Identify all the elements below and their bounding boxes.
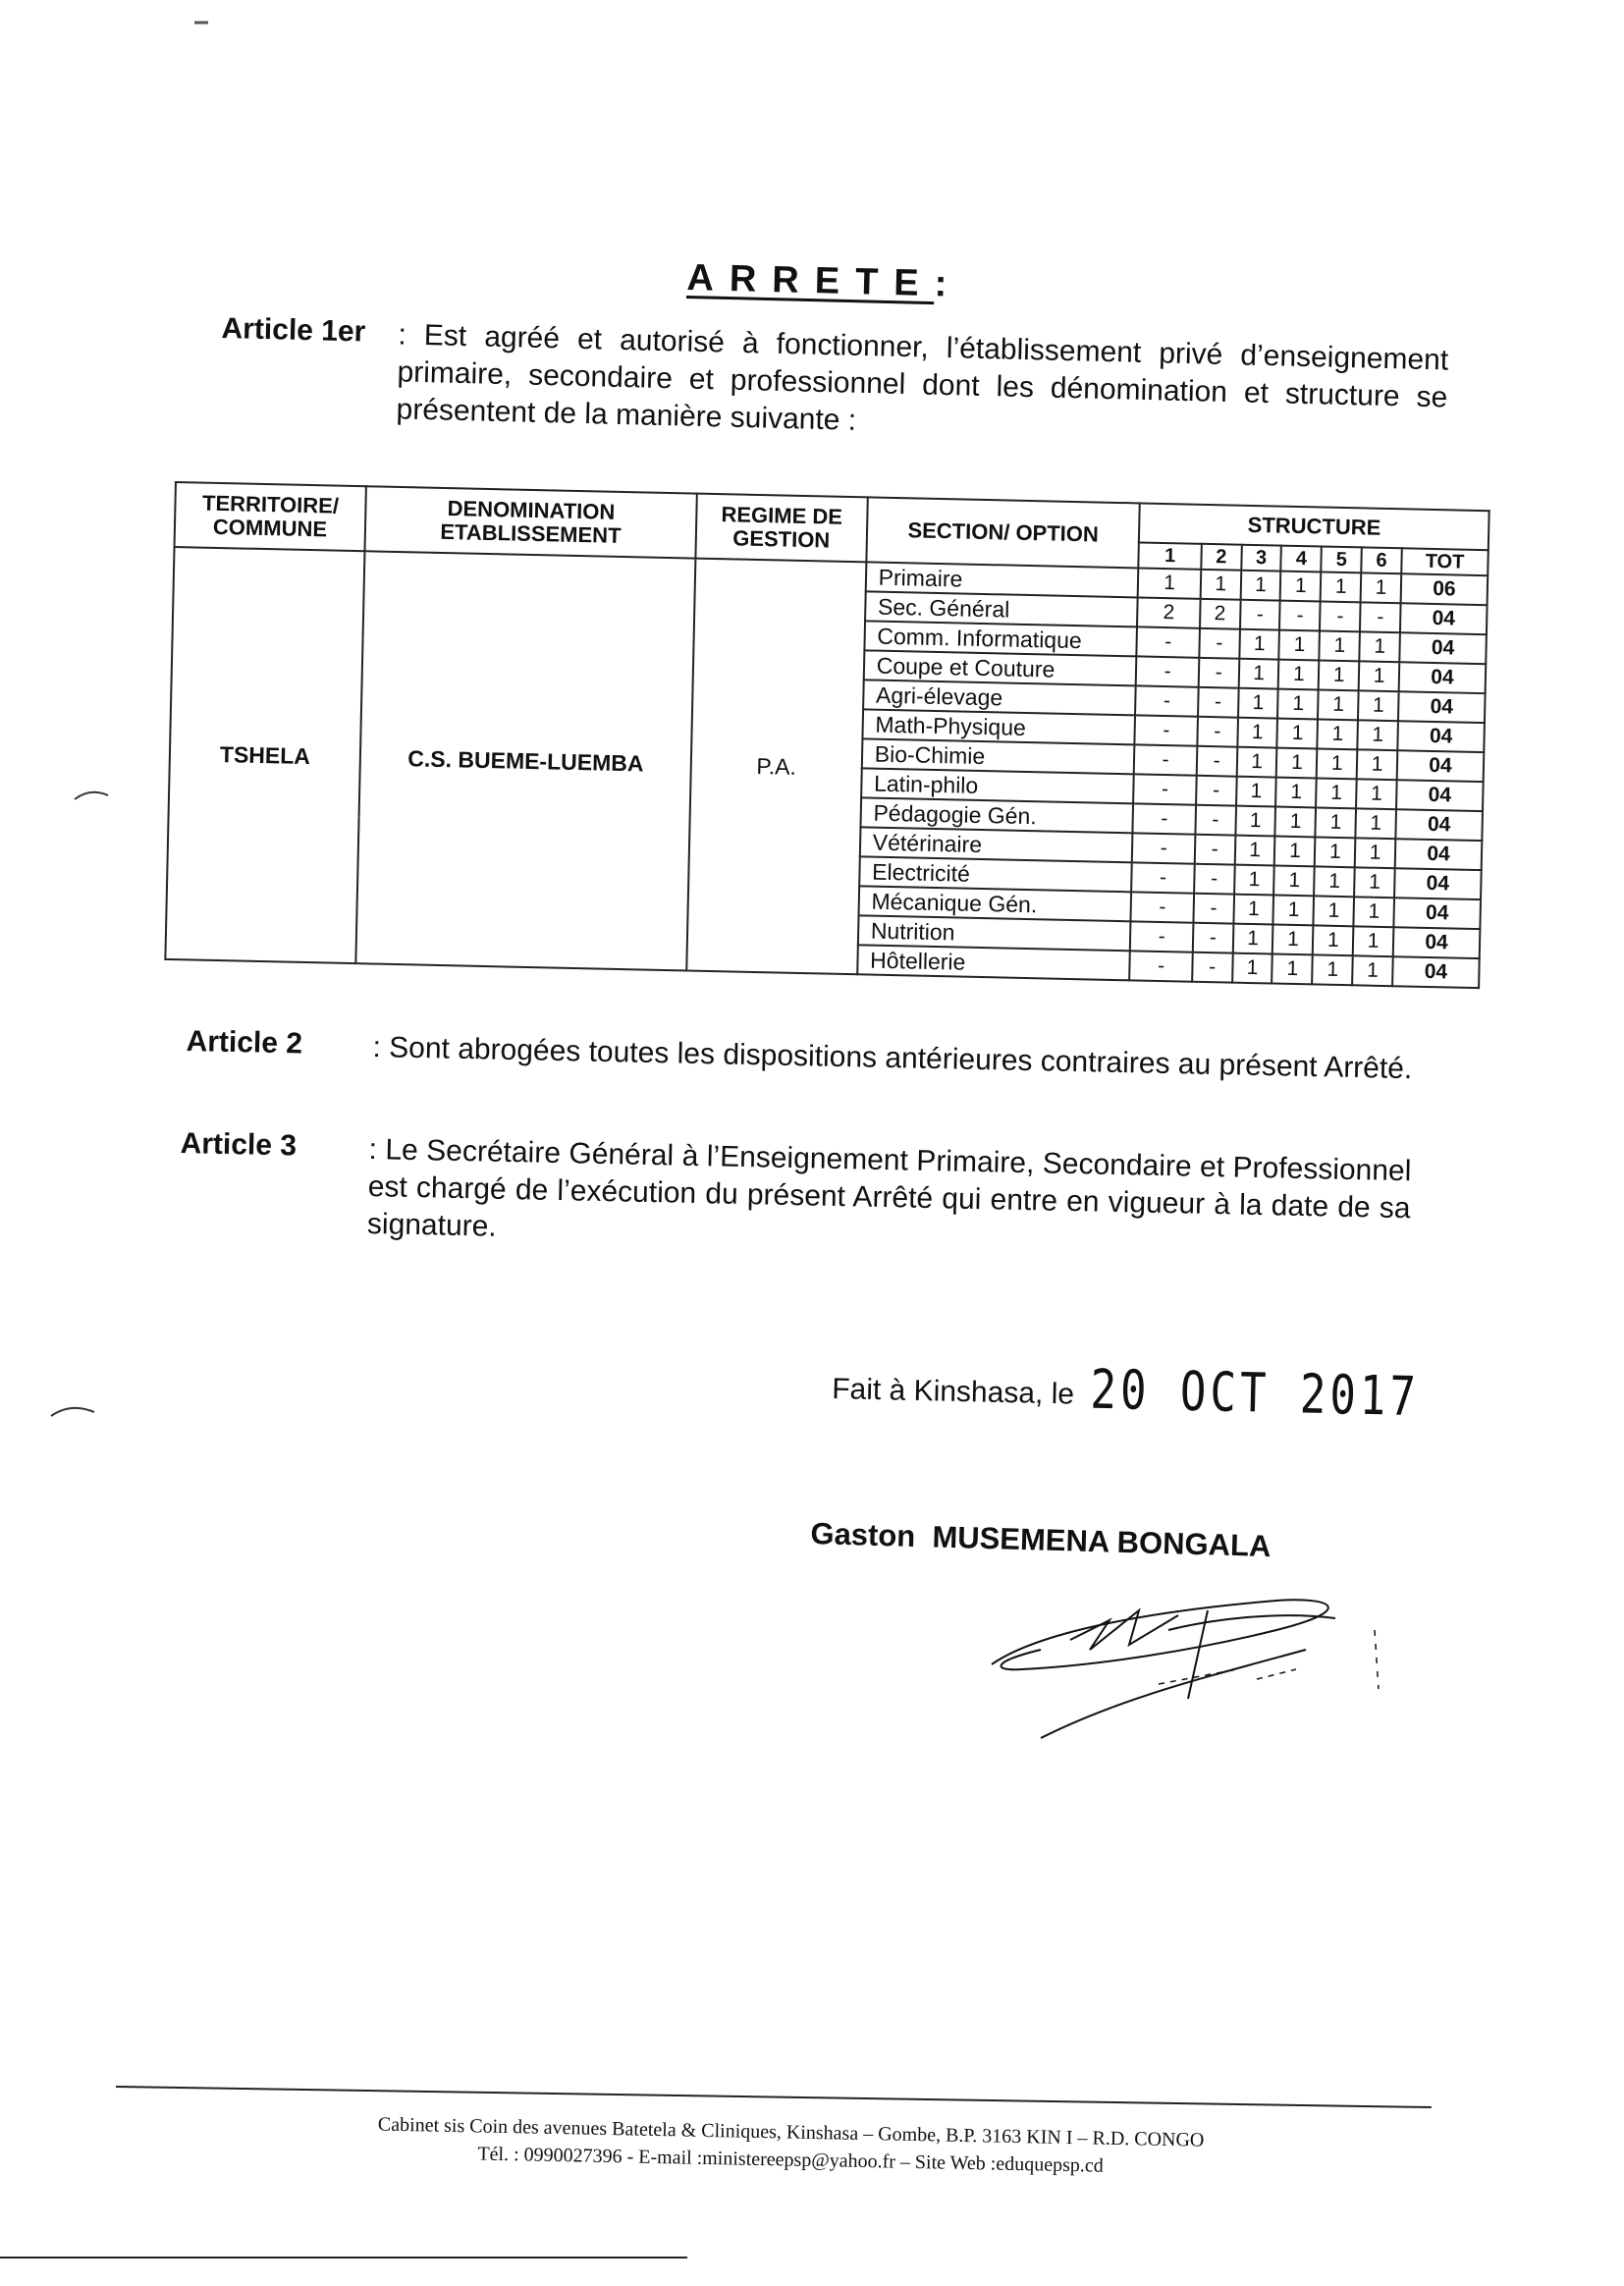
year-2-cell: - bbox=[1198, 687, 1238, 718]
table-body bbox=[165, 547, 1488, 988]
total-cell: 04 bbox=[1394, 868, 1482, 899]
article-1-text: : Est agréé et autorisé à fonctionner, l’établissement privé d’enseignement primaire, secondaire et professionnel dont les dénomination et structure se présentent de la manière suivante : bbox=[396, 318, 1449, 437]
denomination-cell: C.S. BUEME-LUEMBA bbox=[355, 551, 695, 970]
article-2-label: Article 2 bbox=[186, 1025, 303, 1061]
year-5-cell: 1 bbox=[1316, 807, 1356, 838]
year-1-cell: - bbox=[1134, 744, 1197, 775]
article-3-label: Article 3 bbox=[180, 1127, 298, 1163]
total-cell: 04 bbox=[1398, 691, 1486, 723]
year-4-cell: 1 bbox=[1276, 778, 1317, 808]
year-4-cell: 1 bbox=[1277, 719, 1318, 749]
option-cell: Agri-élevage bbox=[863, 680, 1136, 715]
total-cell: 04 bbox=[1400, 603, 1488, 634]
total-cell: 04 bbox=[1399, 632, 1487, 664]
year-4-cell: 1 bbox=[1272, 925, 1313, 955]
total-cell: 04 bbox=[1395, 839, 1483, 870]
header-denomination: DENOMINATION ETABLISSEMENT bbox=[365, 486, 697, 558]
document-title bbox=[686, 257, 963, 306]
year-5-cell: 1 bbox=[1317, 748, 1357, 779]
header-year-3: 3 bbox=[1241, 545, 1281, 572]
signer-name bbox=[810, 1516, 1272, 1564]
year-1-cell: - bbox=[1136, 656, 1199, 686]
year-6-cell: 1 bbox=[1353, 926, 1393, 956]
option-cell: Mécanique Gén. bbox=[858, 886, 1131, 921]
place-prefix: Fait à Kinshasa, le bbox=[831, 1372, 1075, 1411]
year-5-cell: 1 bbox=[1313, 925, 1353, 955]
year-2-cell: - bbox=[1195, 805, 1235, 836]
header-year-2: 2 bbox=[1201, 544, 1241, 571]
year-6-cell: 1 bbox=[1356, 779, 1396, 809]
year-1-cell: - bbox=[1132, 862, 1195, 893]
article-1-label: Article 1er bbox=[221, 312, 366, 349]
year-3-cell: 1 bbox=[1234, 836, 1274, 866]
header-year-6: 6 bbox=[1361, 547, 1401, 573]
year-3-cell: 1 bbox=[1239, 629, 1279, 660]
footer bbox=[299, 2109, 1282, 2183]
year-4-cell: 1 bbox=[1279, 630, 1320, 661]
year-3-cell: 1 bbox=[1233, 895, 1273, 925]
option-cell: Hôtellerie bbox=[857, 945, 1130, 980]
year-3-cell: 1 bbox=[1236, 747, 1276, 778]
header-tot: TOT bbox=[1401, 548, 1489, 575]
signer-first-name: Gaston bbox=[810, 1516, 916, 1553]
year-1-cell: - bbox=[1134, 774, 1197, 804]
year-6-cell: 1 bbox=[1352, 955, 1392, 986]
header-year-4: 4 bbox=[1281, 546, 1322, 572]
year-6-cell: - bbox=[1360, 602, 1400, 632]
total-cell: 04 bbox=[1399, 662, 1487, 693]
year-1-cell: 1 bbox=[1138, 568, 1201, 598]
year-4-cell: 1 bbox=[1272, 954, 1313, 985]
year-2-cell: - bbox=[1194, 864, 1234, 895]
article-3-text: : Le Secrétaire Général à l’Enseignement Primaire, Secondaire et Professionnel est chargé de l’exécution du présent Arrêté qui entre en vigueur à la date de sa signature. bbox=[366, 1133, 1412, 1243]
total-cell: 04 bbox=[1393, 898, 1481, 929]
year-2-cell: 1 bbox=[1200, 570, 1240, 600]
header-year-1: 1 bbox=[1139, 542, 1202, 569]
scan-mark-left-2 bbox=[49, 1400, 98, 1424]
scan-mark-left-1 bbox=[73, 786, 112, 805]
signer-last-name: MUSEMENA BONGALA bbox=[932, 1519, 1272, 1564]
year-3-cell: 1 bbox=[1232, 953, 1272, 984]
year-5-cell: 1 bbox=[1315, 837, 1355, 867]
year-1-cell: - bbox=[1136, 685, 1199, 716]
year-5-cell: 1 bbox=[1314, 896, 1354, 926]
total-cell: 04 bbox=[1395, 809, 1483, 841]
structure-table bbox=[164, 481, 1489, 989]
year-3-cell: 1 bbox=[1240, 571, 1280, 601]
year-6-cell: 1 bbox=[1356, 808, 1396, 839]
year-4-cell: - bbox=[1279, 601, 1320, 631]
option-cell: Nutrition bbox=[858, 915, 1131, 951]
year-6-cell: 1 bbox=[1359, 631, 1399, 662]
title-colon: : bbox=[934, 263, 963, 305]
total-cell: 06 bbox=[1401, 573, 1489, 605]
year-6-cell: 1 bbox=[1359, 661, 1399, 691]
total-cell: 04 bbox=[1396, 780, 1484, 811]
footer-rule bbox=[116, 2086, 1432, 2108]
footer-line-2: Tél. : 0990027396 - E-mail :ministereepsp@yahoo.fr – Site Web :eduquepsp.cd bbox=[477, 2143, 1104, 2177]
territoire-cell: TSHELA bbox=[165, 547, 364, 963]
year-2-cell: - bbox=[1197, 746, 1237, 777]
year-2-cell: - bbox=[1193, 923, 1233, 953]
year-3-cell: 1 bbox=[1238, 688, 1278, 719]
year-5-cell: 1 bbox=[1318, 719, 1358, 749]
option-cell: Coupe et Couture bbox=[863, 650, 1136, 685]
handwritten-signature bbox=[982, 1571, 1394, 1748]
year-2-cell: 2 bbox=[1200, 599, 1240, 629]
total-cell: 04 bbox=[1397, 721, 1485, 752]
year-2-cell: - bbox=[1199, 628, 1239, 659]
year-2-cell: - bbox=[1198, 658, 1238, 688]
year-1-cell: - bbox=[1133, 803, 1196, 834]
year-6-cell: 1 bbox=[1354, 867, 1394, 898]
option-cell: Primaire bbox=[865, 562, 1138, 597]
year-6-cell: 1 bbox=[1357, 749, 1397, 780]
footer-line-1: Cabinet sis Coin des avenues Batetela & Cliniques, Kinshasa – Gombe, B.P. 3163 KIN I – R.D. CONGO bbox=[377, 2113, 1205, 2151]
header-territoire: TERRITOIRE/ COMMUNE bbox=[175, 482, 366, 551]
year-5-cell: 1 bbox=[1312, 954, 1352, 985]
year-3-cell: 1 bbox=[1238, 659, 1278, 689]
option-cell: Vétérinaire bbox=[860, 827, 1133, 862]
year-2-cell: - bbox=[1197, 717, 1237, 747]
year-4-cell: 1 bbox=[1275, 807, 1316, 838]
option-cell: Comm. Informatique bbox=[864, 621, 1137, 656]
year-1-cell: - bbox=[1130, 921, 1193, 952]
footer-bottom-rule bbox=[0, 2257, 687, 2259]
year-3-cell: 1 bbox=[1237, 718, 1277, 748]
year-6-cell: 1 bbox=[1361, 572, 1401, 603]
year-2-cell: - bbox=[1196, 776, 1236, 806]
year-2-cell: - bbox=[1193, 894, 1233, 924]
year-6-cell: 1 bbox=[1358, 690, 1398, 721]
year-5-cell: 1 bbox=[1314, 866, 1354, 897]
header-section: SECTION/ OPTION bbox=[866, 497, 1140, 568]
header-regime: REGIME DE GESTION bbox=[695, 494, 867, 563]
year-3-cell: 1 bbox=[1236, 777, 1276, 807]
year-5-cell: 1 bbox=[1320, 630, 1360, 661]
option-cell: Bio-Chimie bbox=[861, 738, 1134, 774]
year-4-cell: 1 bbox=[1277, 689, 1318, 720]
option-cell: Latin-philo bbox=[861, 768, 1134, 803]
year-4-cell: 1 bbox=[1278, 660, 1319, 690]
option-cell: Electricité bbox=[859, 856, 1132, 892]
year-1-cell: - bbox=[1131, 892, 1194, 922]
header-year-5: 5 bbox=[1322, 546, 1362, 572]
year-2-cell: - bbox=[1192, 952, 1232, 983]
year-4-cell: 1 bbox=[1274, 866, 1315, 897]
option-cell: Sec. Général bbox=[865, 591, 1138, 626]
option-cell: Math-Physique bbox=[862, 709, 1135, 744]
year-4-cell: 1 bbox=[1276, 748, 1317, 779]
year-1-cell: - bbox=[1135, 715, 1198, 745]
year-2-cell: - bbox=[1195, 835, 1235, 865]
year-6-cell: 1 bbox=[1355, 838, 1395, 868]
year-1-cell: - bbox=[1132, 833, 1195, 863]
place-and-date bbox=[831, 1358, 1421, 1429]
regime-cell: P.A. bbox=[686, 559, 866, 975]
year-3-cell: 1 bbox=[1235, 806, 1275, 837]
year-1-cell: - bbox=[1130, 951, 1193, 981]
year-5-cell: 1 bbox=[1316, 778, 1356, 808]
article-2-text: : Sont abrogées toutes les dispositions antérieures contraires au présent Arrêté. bbox=[372, 1030, 1413, 1086]
year-5-cell: 1 bbox=[1319, 660, 1359, 690]
date-stamp: 20 OCT 2017 bbox=[1089, 1358, 1421, 1429]
year-3-cell: 1 bbox=[1232, 924, 1272, 954]
year-1-cell: 2 bbox=[1137, 597, 1200, 627]
scan-mark-top bbox=[192, 18, 212, 27]
year-6-cell: 1 bbox=[1354, 897, 1394, 927]
total-cell: 04 bbox=[1392, 956, 1480, 988]
title-text: ARRETE bbox=[685, 257, 936, 305]
year-5-cell: 1 bbox=[1321, 572, 1361, 602]
year-4-cell: 1 bbox=[1274, 837, 1315, 867]
year-4-cell: 1 bbox=[1273, 896, 1314, 926]
total-cell: 04 bbox=[1393, 927, 1481, 958]
header-structure: STRUCTURE bbox=[1139, 503, 1489, 550]
year-3-cell: 1 bbox=[1234, 865, 1274, 896]
option-cell: Pédagogie Gén. bbox=[860, 797, 1133, 833]
total-cell: 04 bbox=[1397, 750, 1485, 782]
year-4-cell: 1 bbox=[1280, 572, 1321, 602]
year-3-cell: - bbox=[1240, 600, 1280, 630]
year-1-cell: - bbox=[1137, 626, 1200, 657]
year-6-cell: 1 bbox=[1357, 720, 1397, 750]
year-5-cell: 1 bbox=[1318, 689, 1358, 720]
year-5-cell: - bbox=[1320, 601, 1360, 631]
